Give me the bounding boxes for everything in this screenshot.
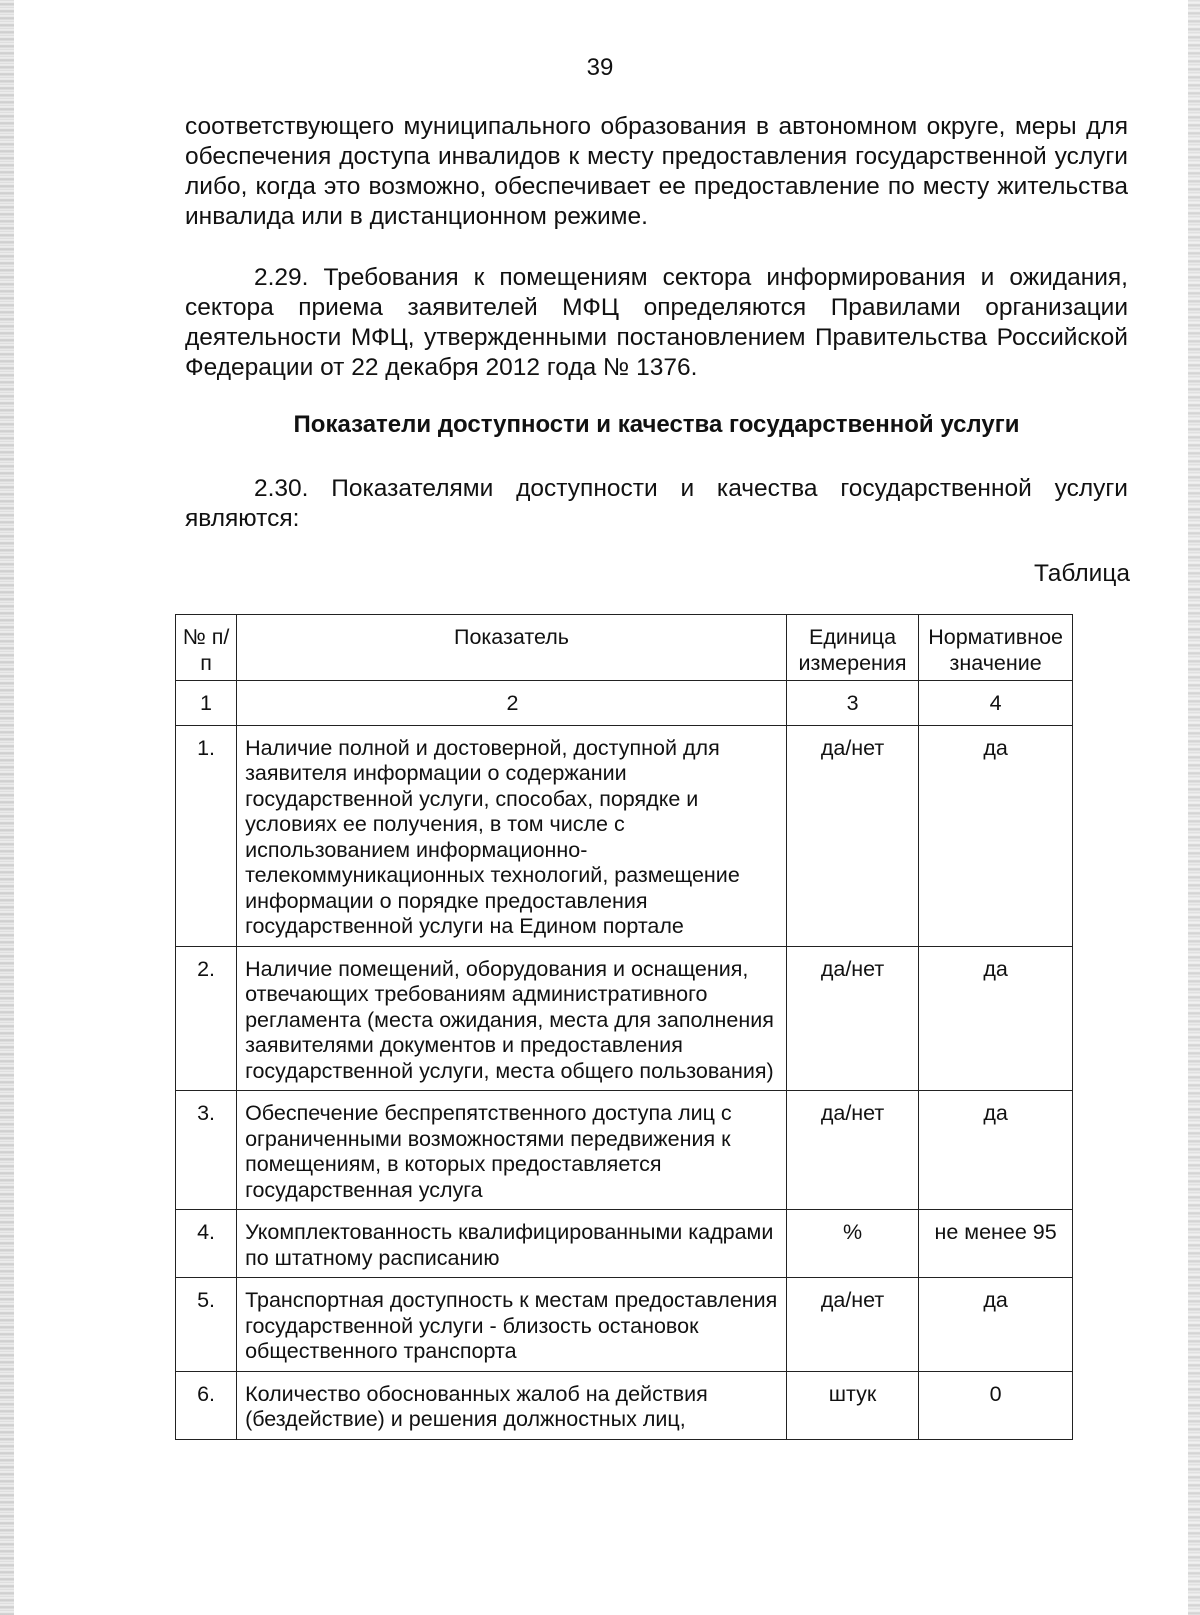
header-value: Нормативное значение [919,615,1073,681]
table-row [176,946,1073,1091]
section-heading: Показатели доступности и качества государственной услуги [293,411,1020,438]
paragraph-2-30: 2.30. Показателями доступности и качества государственной услуги являются: [185,475,1128,532]
row-value: да [919,725,1073,946]
row-indicator: Транспортная доступность к местам предоставления государственной услуги - близость остановок общественного транспорта [237,1278,787,1372]
row-num: 6. [176,1371,237,1439]
row-unit: да/нет [786,725,918,946]
table-row [176,1091,1073,1210]
row-indicator: Наличие полной и достоверной, доступной для заявителя информации о содержании государственной услуги, способах, порядке и условиях ее получения, в том числе с использованием информационно-телекоммуникационных технологий, размещение информации о порядке предоставления государственной услуги на Едином портале [237,725,787,946]
table-row [176,1278,1073,1372]
page-number: 39 [586,54,614,81]
row-num: 4. [176,1210,237,1278]
column-number: 4 [919,681,1073,726]
table-row [176,725,1073,946]
scan-edge-left [0,0,14,1615]
column-numbers-row [176,681,1073,726]
header-unit: Единица измерения [786,615,918,681]
header-num: № п/п [176,615,237,681]
row-num: 3. [176,1091,237,1210]
indicators-table [175,614,1073,1440]
column-number: 1 [176,681,237,726]
table-caption: Таблица [1033,560,1130,587]
row-value: 0 [919,1371,1073,1439]
paragraph-2-29: 2.29. Требования к помещениям сектора информирования и ожидания, сектора приема заявителей МФЦ определяются Правилами организации деятельности МФЦ, утвержденными постановлением Правительства Российской Федерации от 22 декабря 2012 года № 1376. [185,264,1128,381]
table-header-row [176,615,1073,681]
column-number: 2 [237,681,787,726]
row-unit: % [786,1210,918,1278]
scan-edge-right [1188,0,1200,1615]
row-num: 5. [176,1278,237,1372]
column-number: 3 [786,681,918,726]
paragraph-continuation: соответствующего муниципального образования в автономном округе, меры для обеспечения доступа инвалидов к месту предоставления государственной услуги либо, когда это возможно, обеспечивает ее предоставление по месту жительства инвалида или в дистанционном режиме. [185,113,1128,230]
row-unit: штук [786,1371,918,1439]
table-row [176,1371,1073,1439]
row-num: 1. [176,725,237,946]
row-value: да [919,946,1073,1091]
row-value: да [919,1278,1073,1372]
row-indicator: Обеспечение беспрепятственного доступа лиц с ограниченными возможностями передвижения к помещениям, в которых предоставляется государственная услуга [237,1091,787,1210]
table-row [176,1210,1073,1278]
header-indicator: Показатель [237,615,787,681]
row-unit: да/нет [786,1091,918,1210]
row-unit: да/нет [786,1278,918,1372]
row-indicator: Количество обоснованных жалоб на действия (бездействие) и решения должностных лиц, [237,1371,787,1439]
row-indicator: Укомплектованность квалифицированными кадрами по штатному расписанию [237,1210,787,1278]
row-unit: да/нет [786,946,918,1091]
row-num: 2. [176,946,237,1091]
row-value: да [919,1091,1073,1210]
row-indicator: Наличие помещений, оборудования и оснащения, отвечающих требованиям административного регламента (места ожидания, места для заполнения заявителями документов и предоставления государственной услуги, места общего пользования) [237,946,787,1091]
row-value: не менее 95 [919,1210,1073,1278]
